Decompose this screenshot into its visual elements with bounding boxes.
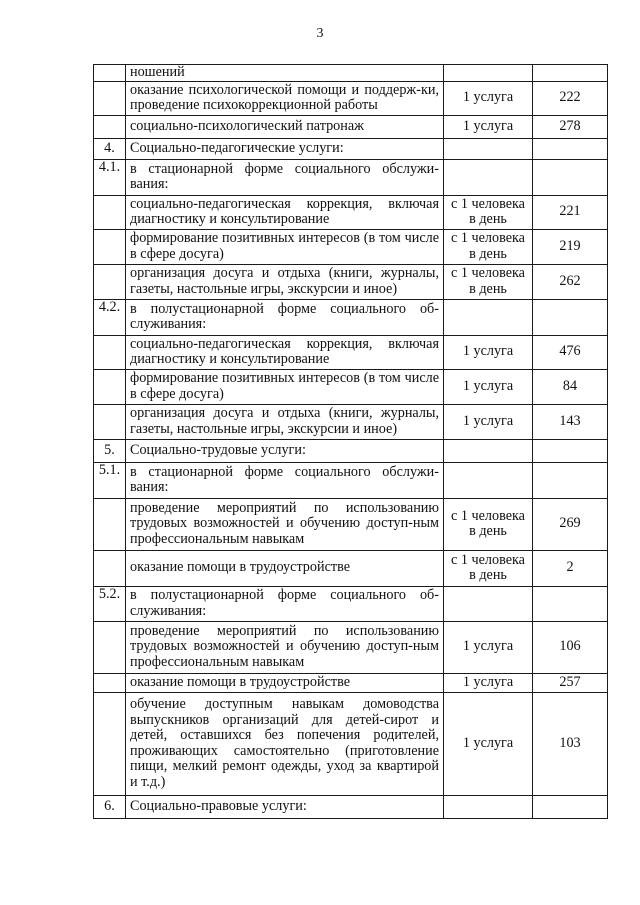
service-description: социально-психологический патронаж xyxy=(126,115,444,138)
row-number: 4.2. xyxy=(94,299,126,335)
service-description: проведение мероприятий по использованию трудовых возможностей и обучению доступ-ным профессиональным навыкам xyxy=(126,498,444,550)
table-row xyxy=(94,550,608,586)
tariff-value: 221 xyxy=(533,195,608,229)
row-number: 5.1. xyxy=(94,462,126,498)
table-row xyxy=(94,138,608,159)
unit-of-measure: 1 услуга xyxy=(444,81,533,115)
tariff-value: 106 xyxy=(533,621,608,673)
row-number: 4. xyxy=(94,138,126,159)
page-number: 3 xyxy=(316,26,324,41)
service-description: ношений xyxy=(126,65,444,82)
service-description: оказание помощи в трудоустройстве xyxy=(126,550,444,586)
table-row xyxy=(94,462,608,498)
table-row xyxy=(94,264,608,299)
table-row xyxy=(94,115,608,138)
unit-of-measure xyxy=(444,299,533,335)
table-row xyxy=(94,586,608,621)
unit-of-measure xyxy=(444,439,533,462)
service-description: формирование позитивных интересов (в том числе в сфере досуга) xyxy=(126,229,444,264)
row-number xyxy=(94,369,126,404)
row-number xyxy=(94,550,126,586)
tariff-value: 476 xyxy=(533,335,608,369)
unit-of-measure: 1 услуга xyxy=(444,369,533,404)
tariff-table xyxy=(93,64,608,819)
unit-of-measure xyxy=(444,586,533,621)
row-number xyxy=(94,404,126,439)
unit-of-measure xyxy=(444,159,533,195)
tariff-value xyxy=(533,795,608,818)
tariff-value: 219 xyxy=(533,229,608,264)
row-number: 5. xyxy=(94,439,126,462)
table-row xyxy=(94,621,608,673)
service-description: социально-педагогическая коррекция, включая диагностику и консультирование xyxy=(126,195,444,229)
unit-of-measure xyxy=(444,138,533,159)
tariff-value: 84 xyxy=(533,369,608,404)
row-number xyxy=(94,673,126,692)
row-number xyxy=(94,229,126,264)
tariff-value: 269 xyxy=(533,498,608,550)
unit-of-measure: с 1 человека в день xyxy=(444,195,533,229)
row-number: 6. xyxy=(94,795,126,818)
subsection-heading: в полустационарной форме социального об-служивания: xyxy=(126,299,444,335)
service-description: обучение доступным навыкам домоводства выпускников организаций для детей-сирот и детей, оставшихся без попечения родителей, проживающих самостоятельно (приготовление пищи, мелкий ремонт одежды, уход за квартирой и т.д.) xyxy=(126,692,444,795)
tariff-value: 257 xyxy=(533,673,608,692)
table-row xyxy=(94,795,608,818)
tariff-value: 278 xyxy=(533,115,608,138)
tariff-value xyxy=(533,462,608,498)
table-row xyxy=(94,335,608,369)
service-description: организация досуга и отдыха (книги, журналы, газеты, настольные игры, экскурсии и иное) xyxy=(126,404,444,439)
row-number xyxy=(94,264,126,299)
row-number: 5.2. xyxy=(94,586,126,621)
table-row xyxy=(94,369,608,404)
tariff-value: 143 xyxy=(533,404,608,439)
service-description: оказание психологической помощи и поддерж-ки, проведение психокоррекционной работы xyxy=(126,81,444,115)
unit-of-measure xyxy=(444,462,533,498)
service-description: оказание помощи в трудоустройстве xyxy=(126,673,444,692)
row-number xyxy=(94,115,126,138)
tariff-value xyxy=(533,65,608,82)
row-number: 4.1. xyxy=(94,159,126,195)
unit-of-measure: 1 услуга xyxy=(444,404,533,439)
unit-of-measure: 1 услуга xyxy=(444,621,533,673)
unit-of-measure: с 1 человека в день xyxy=(444,498,533,550)
row-number xyxy=(94,621,126,673)
subsection-heading: в полустационарной форме социального об-служивания: xyxy=(126,586,444,621)
table-row xyxy=(94,498,608,550)
tariff-value: 262 xyxy=(533,264,608,299)
row-number xyxy=(94,692,126,795)
tariff-value xyxy=(533,138,608,159)
unit-of-measure xyxy=(444,795,533,818)
section-heading: Социально-трудовые услуги: xyxy=(126,439,444,462)
service-description: проведение мероприятий по использованию трудовых возможностей и обучению доступ-ным профессиональным навыкам xyxy=(126,621,444,673)
tariff-value: 222 xyxy=(533,81,608,115)
tariff-value xyxy=(533,299,608,335)
unit-of-measure: 1 услуга xyxy=(444,673,533,692)
unit-of-measure: с 1 человека в день xyxy=(444,550,533,586)
section-heading: Социально-правовые услуги: xyxy=(126,795,444,818)
row-number xyxy=(94,195,126,229)
table-row xyxy=(94,159,608,195)
table-row xyxy=(94,229,608,264)
unit-of-measure: 1 услуга xyxy=(444,115,533,138)
unit-of-measure xyxy=(444,65,533,82)
table-row xyxy=(94,195,608,229)
table-row xyxy=(94,692,608,795)
tariff-value: 2 xyxy=(533,550,608,586)
subsection-heading: в стационарной форме социального обслужи-вания: xyxy=(126,462,444,498)
table-row xyxy=(94,299,608,335)
table-row xyxy=(94,673,608,692)
row-number xyxy=(94,81,126,115)
service-description: организация досуга и отдыха (книги, журналы, газеты, настольные игры, экскурсии и иное) xyxy=(126,264,444,299)
subsection-heading: в стационарной форме социального обслужи-вания: xyxy=(126,159,444,195)
table-row xyxy=(94,404,608,439)
table-row xyxy=(94,439,608,462)
service-description: социально-педагогическая коррекция, включая диагностику и консультирование xyxy=(126,335,444,369)
row-number xyxy=(94,335,126,369)
table-row xyxy=(94,65,608,82)
unit-of-measure: 1 услуга xyxy=(444,692,533,795)
tariff-value xyxy=(533,439,608,462)
row-number xyxy=(94,498,126,550)
service-description: формирование позитивных интересов (в том числе в сфере досуга) xyxy=(126,369,444,404)
tariff-value: 103 xyxy=(533,692,608,795)
unit-of-measure: с 1 человека в день xyxy=(444,264,533,299)
section-heading: Социально-педагогические услуги: xyxy=(126,138,444,159)
unit-of-measure: 1 услуга xyxy=(444,335,533,369)
tariff-value xyxy=(533,159,608,195)
unit-of-measure: с 1 человека в день xyxy=(444,229,533,264)
row-number xyxy=(94,65,126,82)
table-row xyxy=(94,81,608,115)
tariff-value xyxy=(533,586,608,621)
